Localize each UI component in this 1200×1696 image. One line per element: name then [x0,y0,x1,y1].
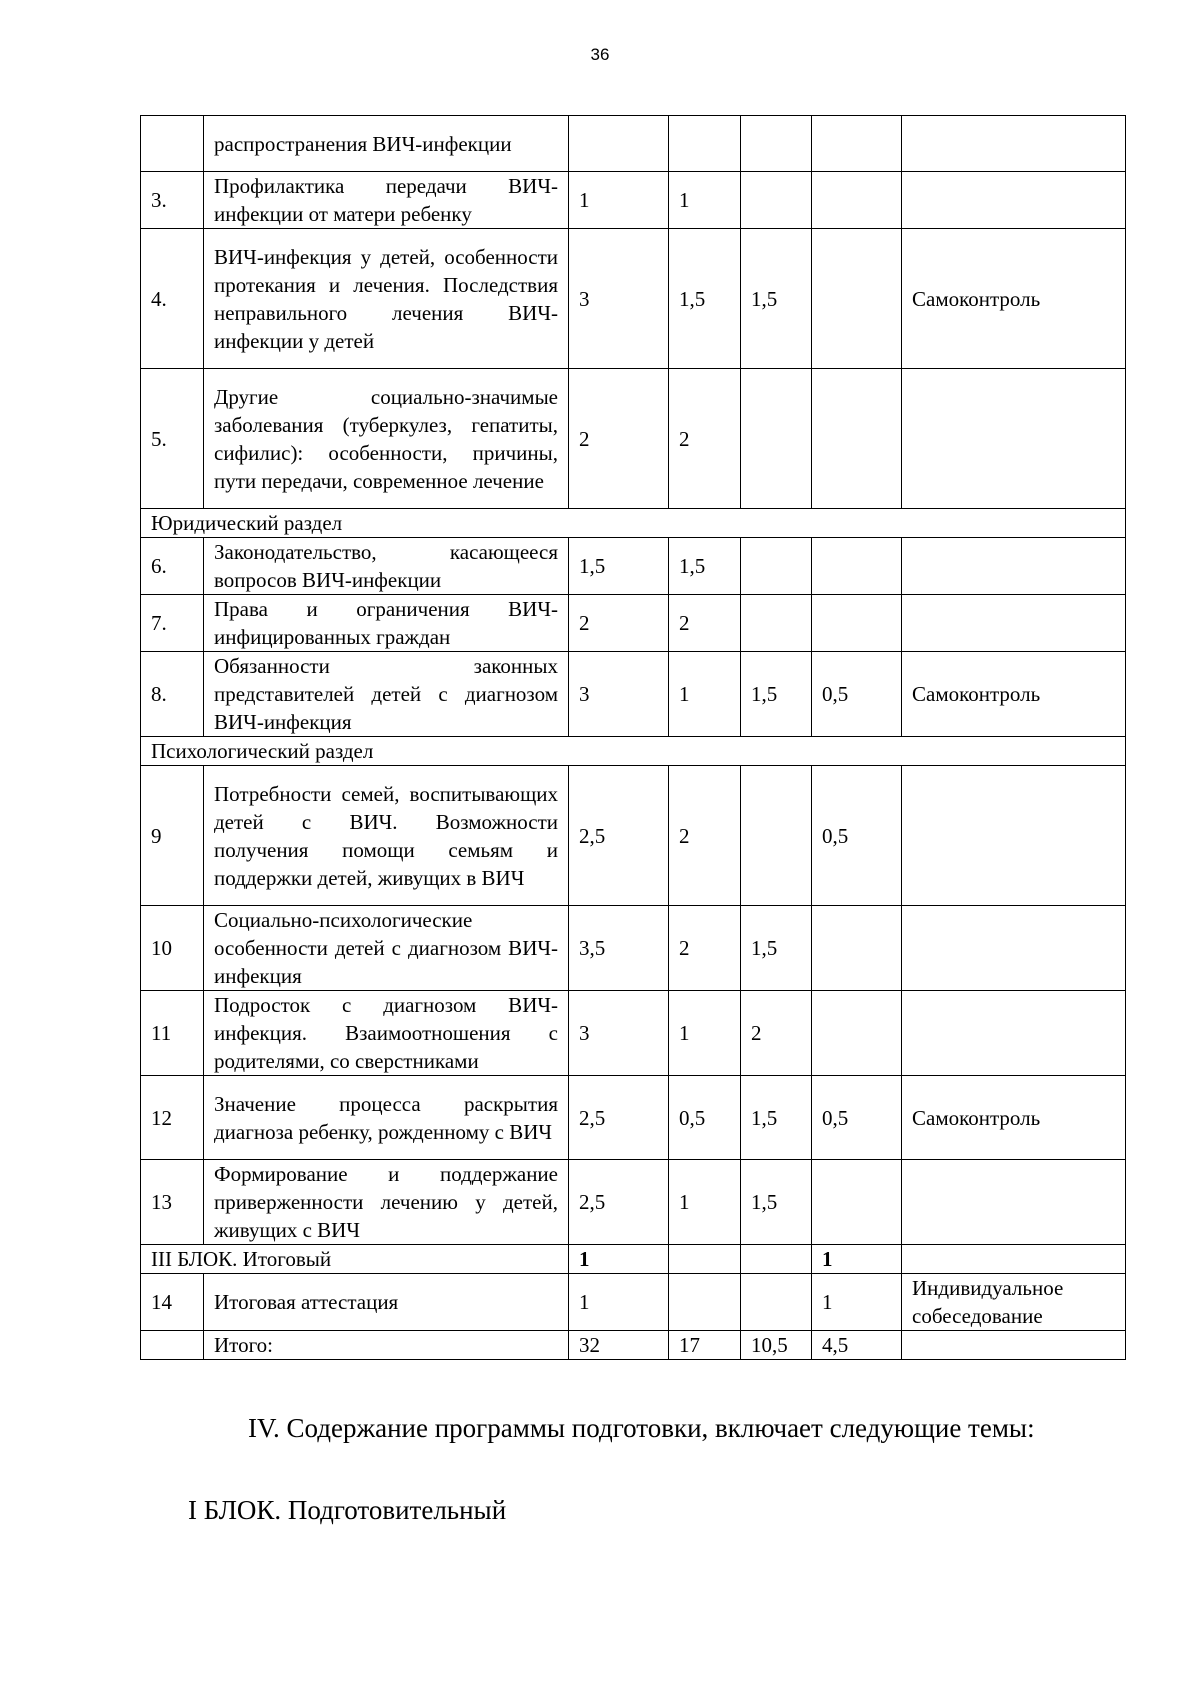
table-row [141,116,1126,172]
table-row [141,906,1126,991]
row-number: 6. [141,538,204,595]
self-study-hours-cell [812,538,902,595]
theory-hours-cell: 17 [669,1331,741,1360]
self-study-hours-cell [812,172,902,229]
row-number: 4. [141,229,204,369]
control-form-cell: Самоконтроль [902,1076,1126,1160]
control-form-cell [902,1160,1126,1245]
table-row [141,1160,1126,1245]
control-form-cell [902,766,1126,906]
row-number: 9 [141,766,204,906]
topic-cell: Итоговая аттестация [204,1274,569,1331]
table-row [141,369,1126,509]
self-study-hours-cell [812,595,902,652]
practice-hours-cell: 1,5 [741,1160,812,1245]
total-hours-cell: 1 [569,172,669,229]
topic-cell: Права и ограничения ВИЧ-инфицированных граждан [204,595,569,652]
topic-cell: распространения ВИЧ-инфекции [204,116,569,172]
table-row [141,229,1126,369]
control-form-cell [902,595,1126,652]
block-heading: I БЛОК. Подготовительный [188,1495,507,1525]
table-row [141,1076,1126,1160]
theory-hours-cell [669,116,741,172]
theory-hours-cell: 2 [669,766,741,906]
total-hours-cell: 32 [569,1331,669,1360]
practice-hours-cell [741,766,812,906]
topic-cell: Формирование и поддержание приверженности лечению у детей, живущих с ВИЧ [204,1160,569,1245]
theory-hours-cell: 2 [669,906,741,991]
control-form-cell: Самоконтроль [902,229,1126,369]
practice-hours-cell: 2 [741,991,812,1076]
practice-hours-cell [741,172,812,229]
topic-cell: Значение процесса раскрытия диагноза ребенку, рожденному с ВИЧ [204,1076,569,1160]
theory-hours-cell: 1 [669,1160,741,1245]
curriculum-table [140,115,1126,1360]
table-row [141,766,1126,906]
total-hours-cell: 2 [569,369,669,509]
total-hours-cell: 1 [569,1274,669,1331]
practice-hours-cell [741,1245,812,1274]
topic-cell: Обязанности законных представителей детей с диагнозом ВИЧ-инфекция [204,652,569,737]
practice-hours-cell: 1,5 [741,652,812,737]
practice-hours-cell [741,1274,812,1331]
control-form-cell [902,1331,1126,1360]
theory-hours-cell: 1,5 [669,538,741,595]
theory-hours-cell: 0,5 [669,1076,741,1160]
theory-hours-cell: 1 [669,991,741,1076]
table-row [141,172,1126,229]
practice-hours-cell [741,538,812,595]
self-study-hours-cell: 0,5 [812,1076,902,1160]
row-number: 14 [141,1274,204,1331]
control-form-cell [902,1245,1126,1274]
practice-hours-cell [741,595,812,652]
topic-cell: Потребности семей, воспитывающих детей с ВИЧ. Возможности получения помощи семьям и поддержки детей, живущих в ВИЧ [204,766,569,906]
self-study-hours-cell: 1 [812,1274,902,1331]
row-number: 3. [141,172,204,229]
total-hours-cell: 3 [569,652,669,737]
practice-hours-cell: 1,5 [741,906,812,991]
self-study-hours-cell [812,991,902,1076]
total-hours-cell: 2 [569,595,669,652]
total-hours-cell: 2,5 [569,766,669,906]
section-heading: IV. Содержание программы подготовки, включает следующие темы: [248,1413,1035,1443]
section-row [141,509,1126,538]
row-number [141,1331,204,1360]
row-number: 13 [141,1160,204,1245]
practice-hours-cell [741,116,812,172]
row-number: 10 [141,906,204,991]
total-hours-cell: 2,5 [569,1076,669,1160]
table-row [141,1274,1126,1331]
control-form-cell: Индивидуальное собеседование [902,1274,1126,1331]
total-label: Итого: [204,1331,569,1360]
control-form-cell: Самоконтроль [902,652,1126,737]
control-form-cell [902,538,1126,595]
topic-cell: Профилактика передачи ВИЧ-инфекции от матери ребенку [204,172,569,229]
theory-hours-cell: 1 [669,652,741,737]
table-row [141,991,1126,1076]
self-study-hours-cell: 1 [812,1245,902,1274]
practice-hours-cell: 1,5 [741,1076,812,1160]
practice-hours-cell: 1,5 [741,229,812,369]
theory-hours-cell: 2 [669,595,741,652]
total-hours-cell: 2,5 [569,1160,669,1245]
practice-hours-cell [741,369,812,509]
topic-cell: Законодательство, касающееся вопросов ВИЧ-инфекции [204,538,569,595]
total-hours-cell [569,116,669,172]
row-number: 7. [141,595,204,652]
self-study-hours-cell [812,369,902,509]
theory-hours-cell [669,1245,741,1274]
practice-hours-cell: 10,5 [741,1331,812,1360]
section-title: Юридический раздел [141,509,1126,538]
total-hours-cell: 1 [569,1245,669,1274]
page-number: 36 [590,45,610,64]
control-form-cell [902,906,1126,991]
topic-cell: Другие социально-значимые заболевания (туберкулез, гепатиты, сифилис): особенности, причины, пути передачи, современное лечение [204,369,569,509]
row-number [141,116,204,172]
row-number: 11 [141,991,204,1076]
row-number: 5. [141,369,204,509]
topic-cell: Социально-психологические особенности детей с диагнозом ВИЧ-инфекция [204,906,569,991]
theory-hours-cell: 2 [669,369,741,509]
block-title: III БЛОК. Итоговый [141,1245,569,1274]
topic-cell: ВИЧ-инфекция у детей, особенности протекания и лечения. Последствия неправильного лечения ВИЧ-инфекции у детей [204,229,569,369]
topic-cell: Подросток с диагнозом ВИЧ-инфекция. Взаимоотношения с родителями, со сверстниками [204,991,569,1076]
theory-hours-cell: 1 [669,172,741,229]
block-row [141,1245,1126,1274]
row-number: 8. [141,652,204,737]
self-study-hours-cell [812,116,902,172]
control-form-cell [902,172,1126,229]
theory-hours-cell [669,1274,741,1331]
self-study-hours-cell: 4,5 [812,1331,902,1360]
self-study-hours-cell [812,906,902,991]
section-title: Психологический раздел [141,737,1126,766]
total-hours-cell: 3 [569,229,669,369]
table-row [141,538,1126,595]
control-form-cell [902,369,1126,509]
total-hours-cell: 3 [569,991,669,1076]
control-form-cell [902,991,1126,1076]
self-study-hours-cell [812,1160,902,1245]
section-row [141,737,1126,766]
self-study-hours-cell [812,229,902,369]
row-number: 12 [141,1076,204,1160]
total-hours-cell: 1,5 [569,538,669,595]
table-row [141,652,1126,737]
total-row [141,1331,1126,1360]
table-row [141,595,1126,652]
theory-hours-cell: 1,5 [669,229,741,369]
control-form-cell [902,116,1126,172]
self-study-hours-cell: 0,5 [812,652,902,737]
self-study-hours-cell: 0,5 [812,766,902,906]
total-hours-cell: 3,5 [569,906,669,991]
